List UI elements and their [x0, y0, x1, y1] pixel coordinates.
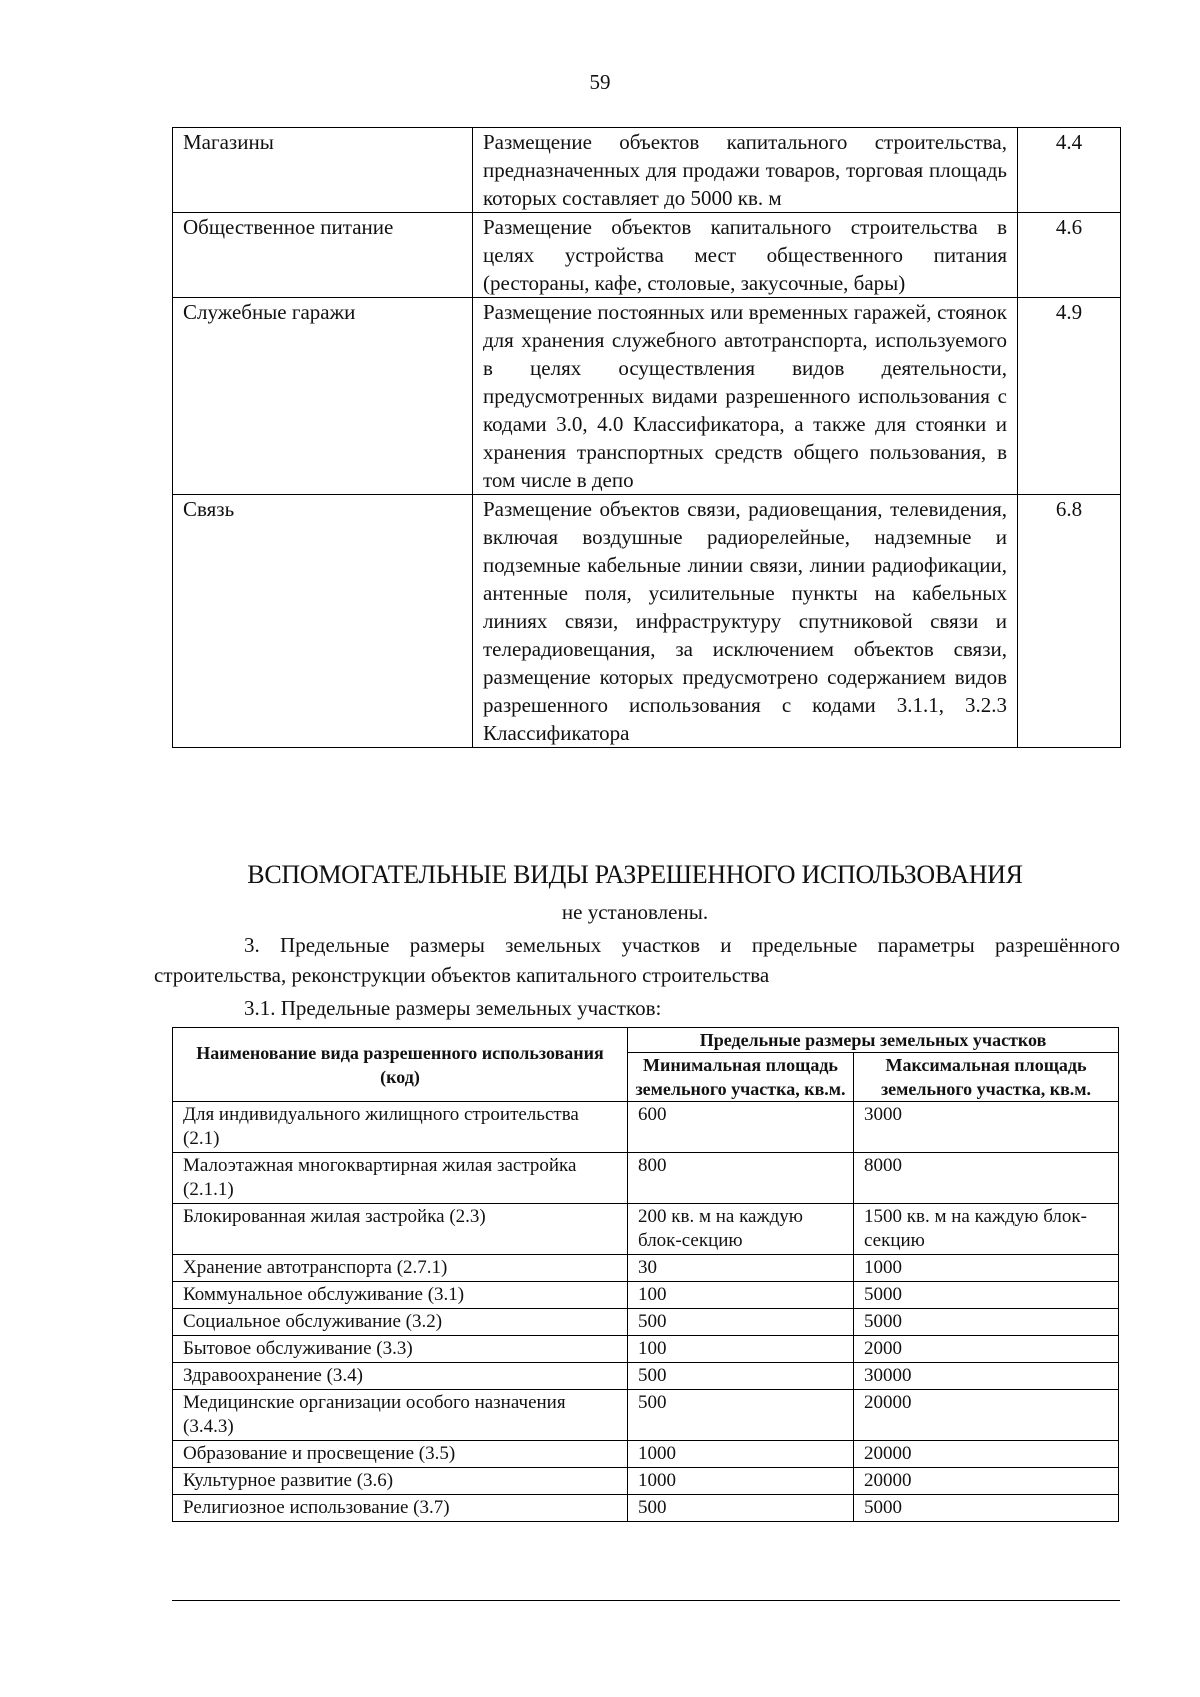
usage-code-cell: 4.6: [1018, 213, 1121, 298]
limit-max-cell: 1500 кв. м на каждую блок-секцию: [854, 1204, 1119, 1255]
limit-max-cell: 5000: [854, 1282, 1119, 1309]
limit-name-cell: Медицинские организации особого назначения (3.4.3): [173, 1390, 628, 1441]
limit-min-cell: 500: [628, 1495, 854, 1522]
limit-name-cell: Для индивидуального жилищного строительства (2.1): [173, 1102, 628, 1153]
table-header-row: [173, 1028, 1119, 1053]
section-heading: ВСПОМОГАТЕЛЬНЫЕ ВИДЫ РАЗРЕШЕННОГО ИСПОЛЬЗОВАНИЯ: [247, 860, 1023, 889]
table-row: [173, 1390, 1119, 1441]
usage-description-cell: Размещение объектов капитального строительства в целях устройства мест общественного питания (рестораны, кафе, столовые, закусочные, бары): [473, 213, 1018, 298]
table-row: [173, 1336, 1119, 1363]
table-row: [173, 1282, 1119, 1309]
section-subheading: не установлены.: [561, 900, 709, 924]
table-row: [173, 1204, 1119, 1255]
table-row: [173, 1468, 1119, 1495]
limit-min-cell: 500: [628, 1309, 854, 1336]
table-row: [173, 1153, 1119, 1204]
page-number: 59: [589, 70, 611, 94]
limit-min-cell: 200 кв. м на каждую блок-секцию: [628, 1204, 854, 1255]
limit-name-cell: Хранение автотранспорта (2.7.1): [173, 1255, 628, 1282]
table-row: [173, 1255, 1119, 1282]
header-min-area: Минимальная площадь земельного участка, кв.м.: [628, 1053, 854, 1102]
limit-max-cell: 5000: [854, 1495, 1119, 1522]
table-row: [173, 1309, 1119, 1336]
usage-name-cell: Общественное питание: [173, 213, 473, 298]
header-max-area: Максимальная площадь земельного участка, кв.м.: [854, 1053, 1119, 1102]
table-row: [173, 1102, 1119, 1153]
table-row: [173, 495, 1121, 748]
usage-code-cell: 6.8: [1018, 495, 1121, 748]
limit-max-cell: 30000: [854, 1363, 1119, 1390]
limit-max-cell: 2000: [854, 1336, 1119, 1363]
header-group-limits: Предельные размеры земельных участков: [628, 1028, 1119, 1053]
limit-min-cell: 500: [628, 1363, 854, 1390]
limit-max-cell: 1000: [854, 1255, 1119, 1282]
limit-max-cell: 5000: [854, 1309, 1119, 1336]
usage-description-cell: Размещение постоянных или временных гаражей, стоянок для хранения служебного автотранспорта, используемого в целях осуществления видов деятельности, предусмотренных видами разрешенного использования с кодами 3.0, 4.0 Классификатора, а также для стоянки и хранения транспортных средств общего пользования, в том числе в депо: [473, 298, 1018, 495]
usage-name-cell: Связь: [173, 495, 473, 748]
limit-min-cell: 1000: [628, 1468, 854, 1495]
usage-name-cell: Магазины: [173, 128, 473, 213]
limit-min-cell: 1000: [628, 1441, 854, 1468]
paragraph-3: 3. Предельные размеры земельных участков и предельные параметры разрешённого строительства, реконструкции объектов капитального строительства: [154, 933, 1120, 987]
usage-description-cell: Размещение объектов капитального строительства, предназначенных для продажи товаров, торговая площадь которых составляет до 5000 кв. м: [473, 128, 1018, 213]
limit-min-cell: 30: [628, 1255, 854, 1282]
plot-limits-table: [172, 1027, 1119, 1522]
usage-name-cell: Служебные гаражи: [173, 298, 473, 495]
limit-name-cell: Бытовое обслуживание (3.3): [173, 1336, 628, 1363]
limit-min-cell: 100: [628, 1282, 854, 1309]
limit-max-cell: 20000: [854, 1468, 1119, 1495]
limit-min-cell: 600: [628, 1102, 854, 1153]
limit-name-cell: Блокированная жилая застройка (2.3): [173, 1204, 628, 1255]
limit-max-cell: 8000: [854, 1153, 1119, 1204]
footer-divider: [172, 1600, 1120, 1601]
limit-name-cell: Социальное обслуживание (3.2): [173, 1309, 628, 1336]
table-row: [173, 1441, 1119, 1468]
paragraph-3-1: 3.1. Предельные размеры земельных участков:: [244, 996, 662, 1020]
limit-min-cell: 100: [628, 1336, 854, 1363]
limit-name-cell: Образование и просвещение (3.5): [173, 1441, 628, 1468]
table-row: [173, 1495, 1119, 1522]
limit-min-cell: 500: [628, 1390, 854, 1441]
limit-name-cell: Малоэтажная многоквартирная жилая застройка (2.1.1): [173, 1153, 628, 1204]
limit-name-cell: Культурное развитие (3.6): [173, 1468, 628, 1495]
limit-name-cell: Религиозное использование (3.7): [173, 1495, 628, 1522]
usage-description-cell: Размещение объектов связи, радиовещания, телевидения, включая воздушные радиорелейные, надземные и подземные кабельные линии связи, линии радиофикации, антенные поля, усилительные пункты на кабельных линиях связи, инфраструктуру спутниковой связи и телерадиовещания, за исключением объектов связи, размещение которых предусмотрено содержанием видов разрешенного использования с кодами 3.1.1, 3.2.3 Классификатора: [473, 495, 1018, 748]
limit-name-cell: Коммунальное обслуживание (3.1): [173, 1282, 628, 1309]
usage-code-cell: 4.4: [1018, 128, 1121, 213]
limit-max-cell: 3000: [854, 1102, 1119, 1153]
header-usage-name: Наименование вида разрешенного использования (код): [173, 1028, 628, 1102]
limit-min-cell: 800: [628, 1153, 854, 1204]
limit-max-cell: 20000: [854, 1390, 1119, 1441]
limit-name-cell: Здравоохранение (3.4): [173, 1363, 628, 1390]
table-row: [173, 213, 1121, 298]
usage-code-cell: 4.9: [1018, 298, 1121, 495]
table-row: [173, 1363, 1119, 1390]
table-row: [173, 128, 1121, 213]
limit-max-cell: 20000: [854, 1441, 1119, 1468]
usage-types-table: [172, 127, 1121, 748]
table-row: [173, 298, 1121, 495]
